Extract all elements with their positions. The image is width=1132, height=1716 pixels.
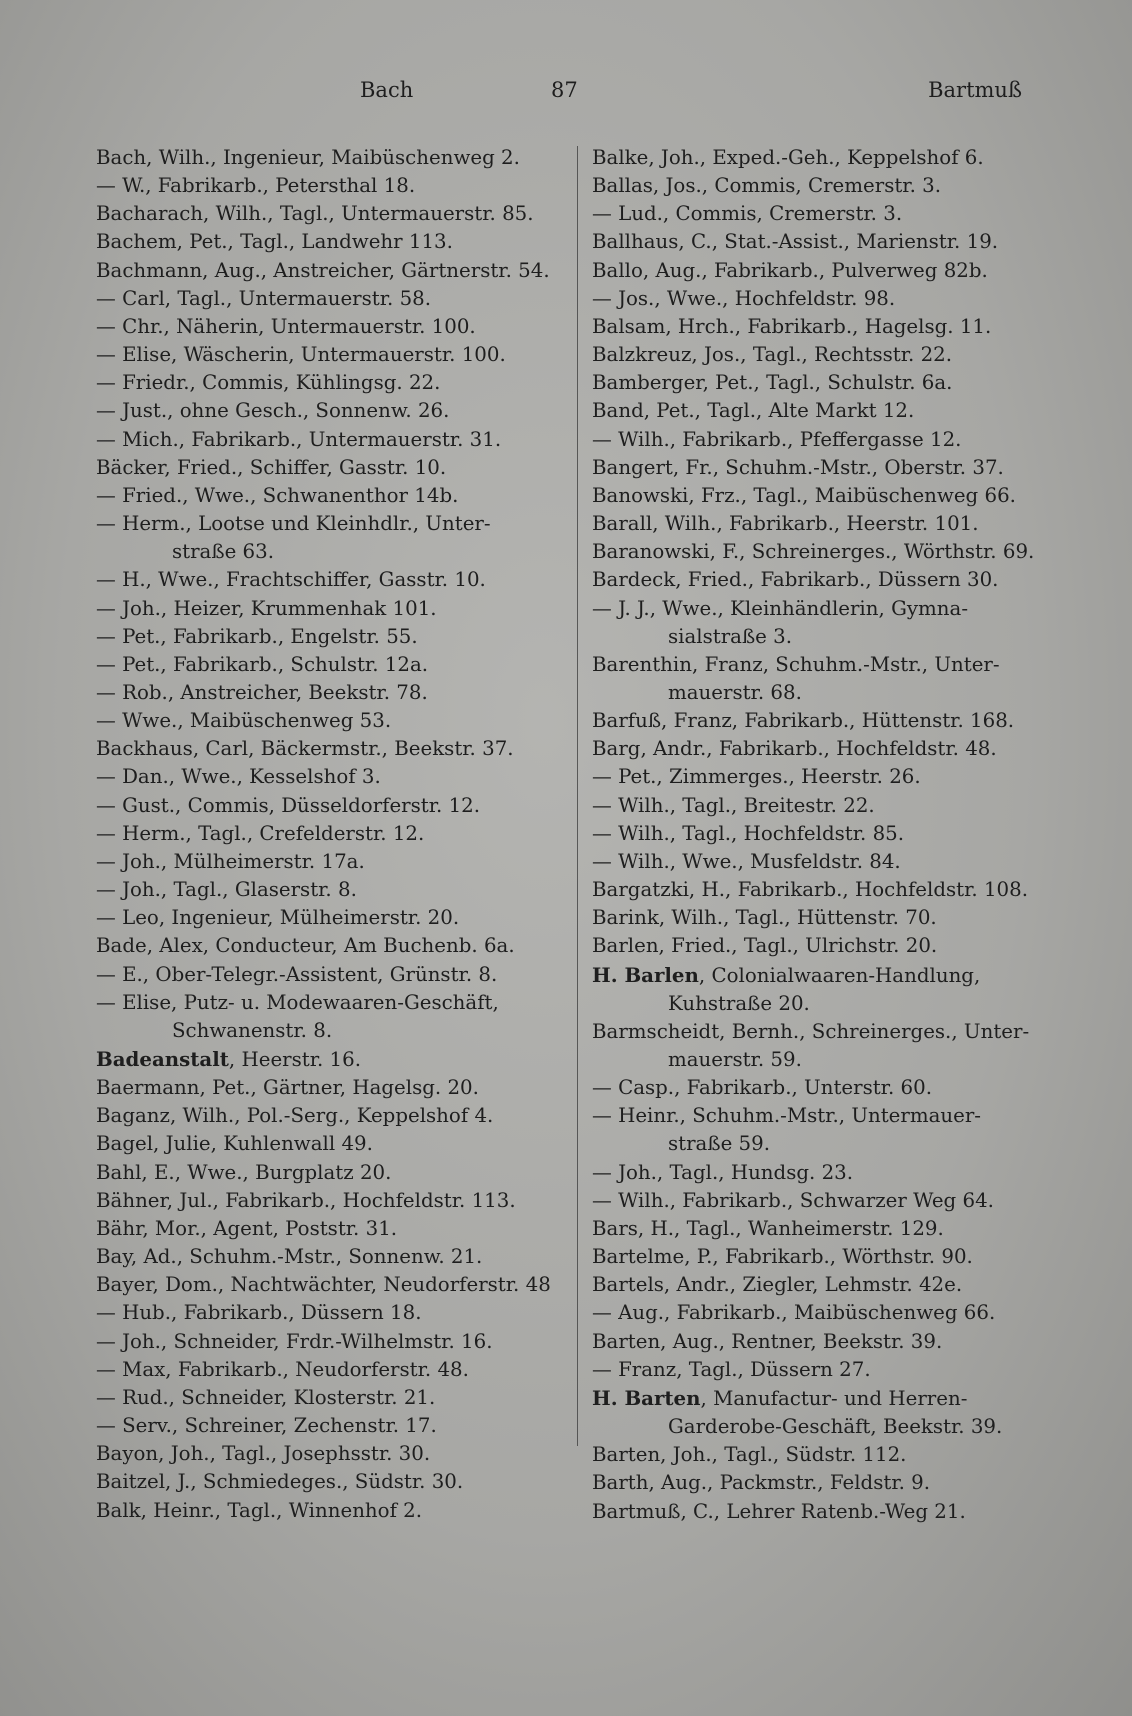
directory-entry: Baranowski, F., Schreinerges., Wörthstr. 69. xyxy=(592,540,1035,564)
directory-entry: Bay, Ad., Schuhm.-Mstr., Sonnenw. 21. xyxy=(96,1245,483,1269)
directory-entry: Barg, Andr., Fabrikarb., Hochfeldstr. 48. xyxy=(592,737,997,761)
directory-entry: — Jos., Wwe., Hochfeldstr. 98. xyxy=(592,286,896,310)
directory-entry: — Herm., Lootse und Kleinhdlr., Unter- xyxy=(96,512,491,536)
directory-entry: Balzkreuz, Jos., Tagl., Rechtsstr. 22. xyxy=(592,343,953,367)
directory-entry: Barink, Wilh., Tagl., Hüttenstr. 70. xyxy=(592,906,937,930)
directory-entry: — Franz, Tagl., Düssern 27. xyxy=(592,1357,871,1381)
directory-entry: — Joh., Schneider, Frdr.-Wilhelmstr. 16. xyxy=(96,1329,493,1353)
directory-entry: mauerstr. 68. xyxy=(668,680,802,704)
directory-entry: — Wilh., Wwe., Musfeldstr. 84. xyxy=(592,849,901,873)
directory-entry: Barmscheidt, Bernh., Schreinerges., Unter- xyxy=(592,1019,1030,1043)
directory-entry: — Gust., Commis, Düsseldorferstr. 12. xyxy=(96,793,481,817)
directory-entry: Bamberger, Pet., Tagl., Schulstr. 6a. xyxy=(592,371,953,395)
directory-entry: — Casp., Fabrikarb., Unterstr. 60. xyxy=(592,1076,932,1100)
directory-entry: — Wilh., Tagl., Breitestr. 22. xyxy=(592,793,875,817)
directory-entry: Barfuß, Franz, Fabrikarb., Hüttenstr. 168. xyxy=(592,709,1015,733)
directory-entry: Baganz, Wilh., Pol.-Serg., Keppelshof 4. xyxy=(96,1104,494,1128)
directory-entry: — W., Fabrikarb., Petersthal 18. xyxy=(96,174,416,198)
directory-entry: Barlen, Fried., Tagl., Ulrichstr. 20. xyxy=(592,934,938,958)
directory-entry: Banowski, Frz., Tagl., Maibüschenweg 66. xyxy=(592,483,1016,507)
directory-entry: Kuhstraße 20. xyxy=(668,991,810,1015)
directory-entry: Bagel, Julie, Kuhlenwall 49. xyxy=(96,1132,373,1156)
directory-entry: Backhaus, Carl, Bäckermstr., Beekstr. 37. xyxy=(96,737,514,761)
directory-entry: Ballas, Jos., Commis, Cremerstr. 3. xyxy=(592,174,942,198)
directory-entry: Bartelme, P., Fabrikarb., Wörthstr. 90. xyxy=(592,1245,973,1269)
directory-entry: — Pet., Zimmerges., Heerstr. 26. xyxy=(592,765,921,789)
directory-entry: Barten, Joh., Tagl., Südstr. 112. xyxy=(592,1443,907,1467)
directory-entry: — Wilh., Tagl., Hochfeldstr. 85. xyxy=(592,821,905,845)
directory-entry: — Mich., Fabrikarb., Untermauerstr. 31. xyxy=(96,427,502,451)
directory-entry: Bartmuß, C., Lehrer Ratenb.-Weg 21. xyxy=(592,1499,966,1523)
directory-entry: Bars, H., Tagl., Wanheimerstr. 129. xyxy=(592,1216,944,1240)
directory-entry: — Elise, Putz- u. Modewaaren-Geschäft, xyxy=(96,990,499,1014)
directory-entry: — Leo, Ingenieur, Mülheimerstr. 20. xyxy=(96,906,460,930)
directory-entry: — Herm., Tagl., Crefelderstr. 12. xyxy=(96,821,425,845)
directory-entry: — Elise, Wäscherin, Untermauerstr. 100. xyxy=(96,343,506,367)
directory-entry: — Pet., Fabrikarb., Schulstr. 12a. xyxy=(96,652,429,676)
directory-entry: — Aug., Fabrikarb., Maibüschenweg 66. xyxy=(592,1301,996,1325)
directory-entry: Bangert, Fr., Schuhm.-Mstr., Oberstr. 37. xyxy=(592,455,1004,479)
directory-entry: mauerstr. 59. xyxy=(668,1048,802,1071)
directory-entry: — Joh., Heizer, Krummenhak 101. xyxy=(96,596,437,620)
directory-entry: Schwanenstr. 8. xyxy=(172,1018,333,1042)
left-column xyxy=(96,144,570,1525)
right-column xyxy=(592,144,1070,1526)
header-first-entry: Bach xyxy=(360,78,414,102)
directory-entry: Baermann, Pet., Gärtner, Hagelsg. 20. xyxy=(96,1076,479,1100)
directory-entry: — Wwe., Maibüschenweg 53. xyxy=(96,709,392,733)
directory-entry: Bähner, Jul., Fabrikarb., Hochfeldstr. 113. xyxy=(96,1188,516,1212)
directory-entry: Band, Pet., Tagl., Alte Markt 12. xyxy=(592,399,915,423)
directory-entry: Balk, Heinr., Tagl., Winnenhof 2. xyxy=(96,1498,423,1522)
directory-entry: Balke, Joh., Exped.-Geh., Keppelshof 6. xyxy=(592,146,984,169)
directory-entry: — E., Ober-Telegr.-Assistent, Grünstr. 8. xyxy=(96,962,498,986)
directory-entry: sialstraße 3. xyxy=(668,624,793,648)
directory-entry: H. Barten, Manufactur- und Herren- xyxy=(592,1385,968,1410)
directory-entry: — Carl, Tagl., Untermauerstr. 58. xyxy=(96,286,432,310)
directory-entry: Bäcker, Fried., Schiffer, Gasstr. 10. xyxy=(96,455,447,479)
header-last-entry: Bartmuß xyxy=(928,78,1022,102)
directory-entry: — Wilh., Fabrikarb., Pfeffergasse 12. xyxy=(592,427,962,451)
directory-entry: Bayon, Joh., Tagl., Josephsstr. 30. xyxy=(96,1442,431,1466)
directory-entry: Ballhaus, C., Stat.-Assist., Marienstr. 19. xyxy=(592,230,999,254)
directory-entry: — Joh., Tagl., Glaserstr. 8. xyxy=(96,878,357,902)
directory-entry: Bardeck, Fried., Fabrikarb., Düssern 30. xyxy=(592,568,999,592)
directory-entry: — Max, Fabrikarb., Neudorferstr. 48. xyxy=(96,1357,469,1381)
directory-entry: — Heinr., Schuhm.-Mstr., Untermauer- xyxy=(592,1104,981,1128)
column-divider xyxy=(577,146,578,1446)
directory-entry: — Just., ohne Gesch., Sonnenw. 26. xyxy=(96,399,450,423)
directory-entry: Barenthin, Franz, Schuhm.-Mstr., Unter- xyxy=(592,652,1000,676)
page-number: 87 xyxy=(551,78,578,102)
directory-entry: straße 59. xyxy=(668,1132,771,1156)
directory-entry: Garderobe-Geschäft, Beekstr. 39. xyxy=(668,1415,1003,1439)
directory-entry: Bachem, Pet., Tagl., Landwehr 113. xyxy=(96,230,453,254)
directory-entry: — Dan., Wwe., Kesselshof 3. xyxy=(96,765,381,789)
directory-entry: Barten, Aug., Rentner, Beekstr. 39. xyxy=(592,1329,943,1353)
directory-entry: Barall, Wilh., Fabrikarb., Heerstr. 101. xyxy=(592,512,979,536)
directory-entry: Badeanstalt, Heerstr. 16. xyxy=(96,1047,362,1071)
directory-entry: — Rob., Anstreicher, Beekstr. 78. xyxy=(96,680,428,704)
directory-entry: Bahl, E., Wwe., Burgplatz 20. xyxy=(96,1160,392,1184)
directory-entry: — Serv., Schreiner, Zechenstr. 17. xyxy=(96,1414,437,1438)
directory-entry: — Rud., Schneider, Klosterstr. 21. xyxy=(96,1385,436,1409)
directory-entry: — Friedr., Commis, Kühlingsg. 22. xyxy=(96,371,441,395)
directory-entry: — J. J., Wwe., Kleinhändlerin, Gymna- xyxy=(592,596,969,620)
directory-entry: Baitzel, J., Schmiedeges., Südstr. 30. xyxy=(96,1470,464,1494)
directory-entry: Bargatzki, H., Fabrikarb., Hochfeldstr. 108. xyxy=(592,878,1028,902)
directory-entry: Ballo, Aug., Fabrikarb., Pulverweg 82b. xyxy=(592,258,988,282)
directory-entry: straße 63. xyxy=(172,540,275,564)
directory-entry: Bach, Wilh., Ingenieur, Maibüschenweg 2. xyxy=(96,146,520,169)
directory-entry: Bähr, Mor., Agent, Poststr. 31. xyxy=(96,1216,398,1240)
directory-entry: — Fried., Wwe., Schwanenthor 14b. xyxy=(96,483,459,507)
directory-entry: Bartels, Andr., Ziegler, Lehmstr. 42e. xyxy=(592,1273,963,1297)
directory-entry: Bayer, Dom., Nachtwächter, Neudorferstr. 48 xyxy=(96,1273,551,1297)
directory-entry: — H., Wwe., Frachtschiffer, Gasstr. 10. xyxy=(96,568,486,592)
directory-entry: — Lud., Commis, Cremerstr. 3. xyxy=(592,202,903,226)
directory-entry: Bachmann, Aug., Anstreicher, Gärtnerstr. 54. xyxy=(96,258,550,282)
directory-entry: — Wilh., Fabrikarb., Schwarzer Weg 64. xyxy=(592,1188,994,1212)
directory-entry: — Joh., Mülheimerstr. 17a. xyxy=(96,849,365,873)
directory-entry: — Chr., Näherin, Untermauerstr. 100. xyxy=(96,314,476,338)
directory-entry: Bacharach, Wilh., Tagl., Untermauerstr. 85. xyxy=(96,202,534,226)
directory-entry: — Pet., Fabrikarb., Engelstr. 55. xyxy=(96,624,418,648)
directory-entry: — Joh., Tagl., Hundsg. 23. xyxy=(592,1160,854,1184)
directory-entry: Bade, Alex, Conducteur, Am Buchenb. 6a. xyxy=(96,934,515,958)
running-header xyxy=(96,78,1032,114)
directory-entry: — Hub., Fabrikarb., Düssern 18. xyxy=(96,1301,422,1325)
directory-entry: Balsam, Hrch., Fabrikarb., Hagelsg. 11. xyxy=(592,314,992,338)
directory-entry: Barth, Aug., Packmstr., Feldstr. 9. xyxy=(592,1471,931,1495)
directory-entry: H. Barlen, Colonialwaaren-Handlung, xyxy=(592,962,981,987)
